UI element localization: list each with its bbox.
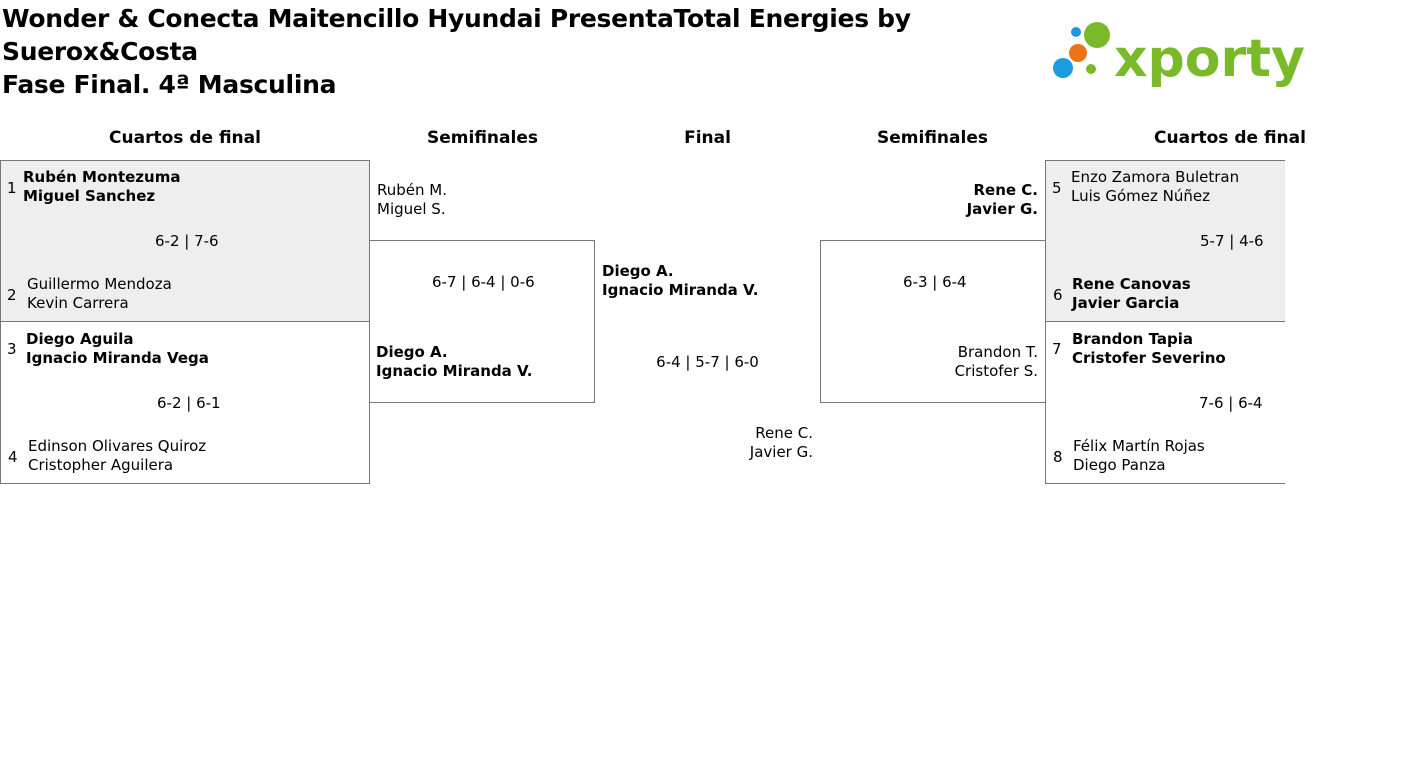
round-header-qf-left: Cuartos de final bbox=[109, 128, 261, 148]
player-name: Enzo Zamora Buletran bbox=[1071, 168, 1240, 186]
player-name: Kevin Carrera bbox=[27, 294, 129, 312]
player-name: Rubén Montezuma bbox=[23, 168, 181, 186]
player-name: Rubén M. bbox=[377, 181, 447, 199]
player-name: Miguel S. bbox=[377, 200, 446, 218]
team-loser[interactable] bbox=[27, 275, 172, 313]
logo-bubbles-icon bbox=[1050, 18, 1305, 89]
match-sf-left[interactable] bbox=[369, 240, 595, 403]
team-winner[interactable] bbox=[1072, 330, 1226, 368]
round-header-sf-left: Semifinales bbox=[427, 128, 538, 148]
logo-text: xporty bbox=[1114, 29, 1305, 89]
player-name: Diego A. bbox=[602, 262, 674, 280]
team-winner[interactable] bbox=[23, 168, 180, 206]
team-winner[interactable] bbox=[26, 330, 209, 368]
title-line-2: Suerox&Costa bbox=[2, 37, 198, 66]
player-name: Rene C. bbox=[973, 181, 1038, 199]
player-name: Luis Gómez Núñez bbox=[1071, 187, 1210, 205]
player-name: Cristofer S. bbox=[954, 362, 1038, 380]
player-name: Javier G. bbox=[749, 443, 813, 461]
team-loser[interactable] bbox=[28, 437, 206, 475]
round-header-final: Final bbox=[684, 128, 731, 148]
player-name: Cristopher Aguilera bbox=[28, 456, 174, 474]
match-sf-right[interactable] bbox=[820, 240, 1046, 403]
seed-number: 4 bbox=[8, 448, 18, 466]
sf-right-team-winner[interactable] bbox=[900, 181, 1038, 219]
player-name: Brandon T. bbox=[957, 343, 1038, 361]
player-name: Rene Canovas bbox=[1072, 275, 1191, 293]
player-name: Ignacio Miranda V. bbox=[376, 362, 533, 380]
team-loser[interactable] bbox=[1073, 437, 1205, 475]
seed-number: 5 bbox=[1052, 179, 1062, 197]
seed-number: 8 bbox=[1053, 448, 1063, 466]
match-score: 6-7 | 6-4 | 0-6 bbox=[432, 273, 535, 291]
match-qf-1[interactable] bbox=[0, 160, 370, 322]
match-score: 6-3 | 6-4 bbox=[903, 273, 967, 291]
player-name: Félix Martín Rojas bbox=[1073, 437, 1205, 455]
player-name: Miguel Sanchez bbox=[23, 187, 156, 205]
match-qf-2[interactable] bbox=[0, 321, 370, 484]
seed-number: 2 bbox=[7, 286, 17, 304]
player-name: Ignacio Miranda Vega bbox=[26, 349, 209, 367]
team-winner[interactable] bbox=[1072, 275, 1191, 313]
team-loser[interactable] bbox=[1071, 168, 1239, 206]
match-qf-4[interactable] bbox=[1045, 321, 1285, 484]
team-loser[interactable] bbox=[901, 343, 1038, 381]
player-name: Ignacio Miranda V. bbox=[602, 281, 759, 299]
seed-number: 7 bbox=[1052, 340, 1062, 358]
xporty-logo[interactable] bbox=[1050, 18, 1305, 89]
match-score: 5-7 | 4-6 bbox=[1200, 232, 1264, 250]
seed-number: 1 bbox=[7, 179, 17, 197]
player-name: Cristofer Severino bbox=[1072, 349, 1226, 367]
player-name: Rene C. bbox=[755, 424, 813, 442]
player-name: Brandon Tapia bbox=[1072, 330, 1193, 348]
seed-number: 6 bbox=[1053, 286, 1063, 304]
player-name: Guillermo Mendoza bbox=[27, 275, 172, 293]
final-team-loser[interactable] bbox=[700, 424, 813, 462]
player-name: Javier G. bbox=[966, 200, 1038, 218]
team-winner[interactable] bbox=[376, 343, 532, 381]
page-title bbox=[2, 2, 911, 101]
match-score: 6-2 | 7-6 bbox=[155, 232, 219, 250]
round-header-qf-right: Cuartos de final bbox=[1154, 128, 1306, 148]
final-score: 6-4 | 5-7 | 6-0 bbox=[656, 353, 759, 371]
round-header-sf-right: Semifinales bbox=[877, 128, 988, 148]
player-name: Javier Garcia bbox=[1072, 294, 1180, 312]
title-line-3: Fase Final. 4ª Masculina bbox=[2, 70, 337, 99]
player-name: Diego Aguila bbox=[26, 330, 134, 348]
seed-number: 3 bbox=[7, 340, 17, 358]
player-name: Diego Panza bbox=[1073, 456, 1166, 474]
final-team-winner[interactable] bbox=[602, 262, 758, 300]
match-qf-3[interactable] bbox=[1045, 160, 1285, 322]
player-name: Diego A. bbox=[376, 343, 448, 361]
sf-left-team-a[interactable] bbox=[377, 181, 447, 219]
match-score: 6-2 | 6-1 bbox=[157, 394, 221, 412]
player-name: Edinson Olivares Quiroz bbox=[28, 437, 207, 455]
match-score: 7-6 | 6-4 bbox=[1199, 394, 1263, 412]
title-line-1: Wonder & Conecta Maitencillo Hyundai PresentaTotal Energies by bbox=[2, 4, 911, 33]
